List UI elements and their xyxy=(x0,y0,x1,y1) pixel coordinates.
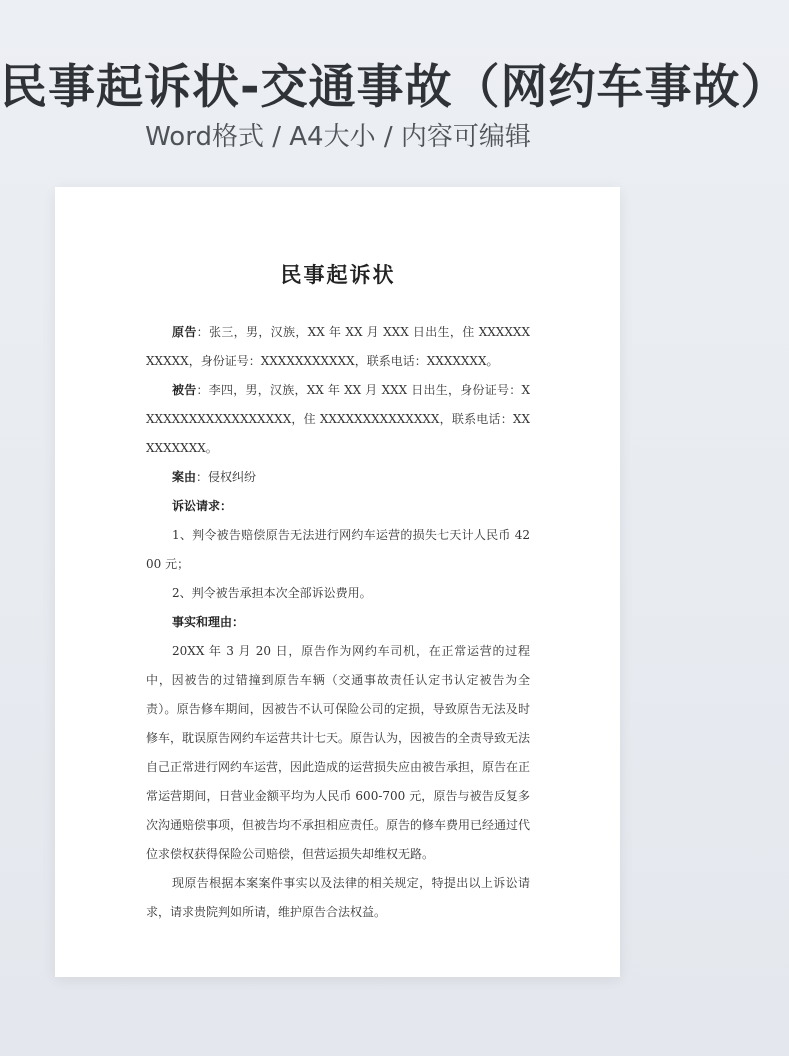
defendant-label: 被告 xyxy=(172,383,197,397)
defendant-paragraph xyxy=(146,376,530,463)
plaintiff-paragraph xyxy=(146,318,530,376)
claims-heading xyxy=(146,492,530,521)
facts-heading xyxy=(146,608,530,637)
document-body xyxy=(146,318,530,927)
banner-title: 民事起诉状-交通事故（网约车事故） xyxy=(0,60,789,115)
plaintiff-label: 原告 xyxy=(172,325,197,339)
cause-text: ：侵权纠纷 xyxy=(196,470,257,484)
facts-paragraph-1: 20XX 年 3 月 20 日，原告作为网约车司机，在正常运营的过程中，因被告的过错撞到原告车辆（交通事故责任认定书认定被告为全责）。原告修车期间，因被告不认可保险公司的定损，导致原告无法及时修车，耽误原告网约车运营共计七天。原告认为，因被告的全责导致无法自己正常进行网约车运营，因此造成的运营损失应由被告承担，原告在正常运营期间，日营业金额平均为人民币 600-700 元，原告与被告反复多次沟通赔偿事项，但被告均不承担相应责任。原告的修车费用已经通过代位求偿权获得保险公司赔偿，但营运损失却维权无路。 xyxy=(146,644,531,861)
facts-heading-label: 事实和理由： xyxy=(172,615,245,629)
facts-paragraph-2: 现原告根据本案案件事实以及法律的相关规定，特提出以上诉讼请求，请求贵院判如所请，维护原告合法权益。 xyxy=(146,876,530,919)
banner-subtitle: Word格式 / A4大小 / 内容可编辑 xyxy=(145,122,531,152)
cause-paragraph xyxy=(146,463,530,492)
plaintiff-text: ：张三，男，汉族，XX 年 XX 月 XXX 日出生，住 XXXXXXXXXXX，身份证号：XXXXXXXXXXX，联系电话：XXXXXXX。 xyxy=(146,325,530,368)
defendant-text: ：李四，男，汉族，XX 年 XX 月 XXX 日出生，身份证号：XXXXXXXXXXXXXXXXXX，住 XXXXXXXXXXXXXX，联系电话：XXXXXXXXX。 xyxy=(146,383,530,455)
document-heading: 民事起诉状 xyxy=(280,262,396,287)
cause-label: 案由 xyxy=(172,470,197,484)
claim-item-1: 1、判令被告赔偿原告无法进行网约车运营的损失七天计人民币 4200 元； xyxy=(146,528,530,571)
claim-item-2: 2、判令被告承担本次全部诉讼费用。 xyxy=(172,586,372,600)
claims-heading-label: 诉讼请求： xyxy=(172,499,233,513)
